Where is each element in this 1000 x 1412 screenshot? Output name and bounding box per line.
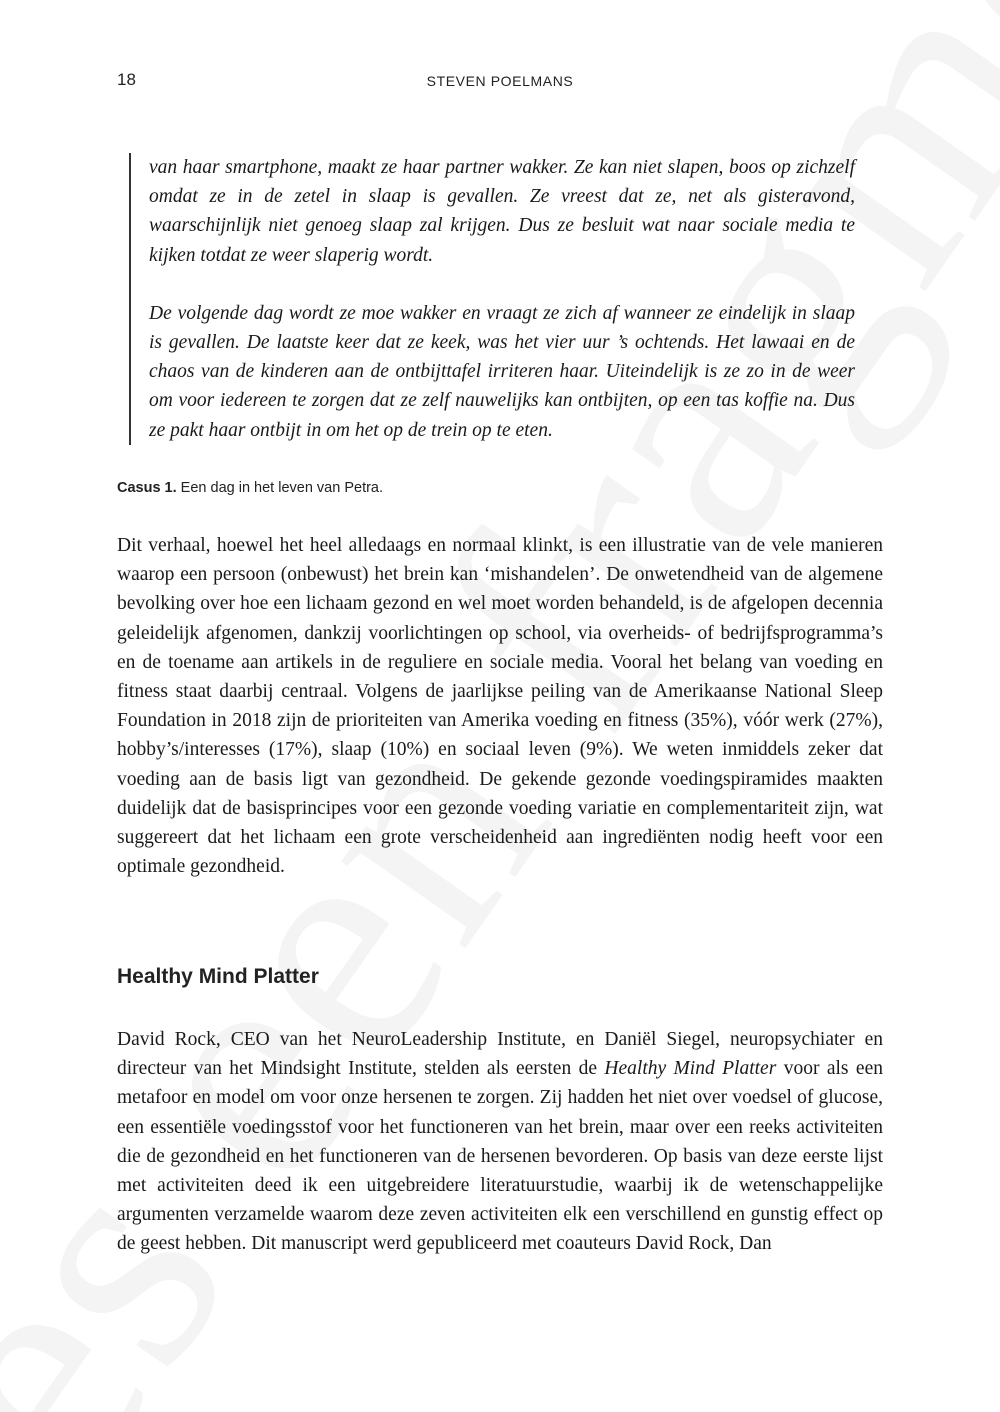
case-paragraph-2: De volgende dag wordt ze moe wakker en vraagt ze zich af wanneer ze eindelijk in slaap is gevallen. De laatste keer dat ze keek, was het vier uur ’s ochtends. Het lawaai en de chaos van de kinderen aan de ontbijttafel irriteren haar. Uiteindelijk is ze zo in de weer om voor iedereen te zorgen dat ze zelf nauwelijks kan ontbijten, op een tas koffie na. Dus ze pakt haar ontbijt in om het op de trein op te eten.: [149, 302, 855, 441]
body-paragraph-1: Dit verhaal, hoewel het heel alledaags en normaal klinkt, is een illustratie van de vele manieren waarop een persoon (onbewust) het brein kan ‘mishandelen’. De onwetendheid van de algemene bevolking over hoe een lichaam gezond en wel moet worden behandeld, is de afgelopen decennia geleidelijk afgenomen, dankzij voorlichtingen op school, via overheids- of bedrijfsprogramma’s en de toename aan artikels in de reguliere en sociale media. Vooral het belang van voeding en fitness staat daarbij centraal. Volgens de jaarlijkse peiling van de Amerikaanse National Sleep Foundation in 2018 zijn de prioriteiten van Amerika voeding en fitness (35%), vóór werk (27%), hobby’s/interesses (17%), slaap (10%) en sociaal leven (9%). We weten inmiddels zeker dat voeding aan de basis ligt van gezondheid. De gekende gezonde voedingspiramides maakten duidelijk dat de basisprincipes voor een gezonde voeding variatie en complementariteit zijn, wat suggereert dat het lichaam een grote verscheidenheid aan ingrediënten nodig heeft voor een optimale gezondheid.: [117, 535, 883, 878]
case-caption: [117, 480, 383, 496]
case-paragraph-1: van haar smartphone, maakt ze haar partner wakker. Ze kan niet slapen, boos op zichzelf omdat ze in de zetel in slaap is gevallen. Ze vreest dat ze, net als gisteravond, waarschijnlijk niet genoeg slaap zal krijgen. Dus ze besluit wat naar sociale media te kijken totdat ze weer slaperig wordt.: [149, 157, 855, 266]
case-quote-box: [129, 153, 855, 445]
caption-text: Een dag in het leven van Petra.: [176, 480, 384, 496]
running-header-author: STEVEN POELMANS: [426, 73, 574, 89]
body-paragraph-2: [117, 1025, 883, 1259]
page-number: 18: [117, 70, 136, 89]
paragraph-2-italic-title: Healthy Mind Platter: [604, 1058, 777, 1080]
caption-label: Casus 1.: [117, 480, 177, 496]
paragraph-2-part-1: David Rock, CEO van het NeuroLeadership Institute, en Daniël Siegel, neuropsychiater en directeur van het Mindsight Institute, stelden als eersten de: [117, 1029, 883, 1080]
paragraph-2-part-2: voor als een metafoor en model om voor onze hersenen te zorgen. Zij hadden het niet over voedsel of glucose, een essentiële voedingsstof voor het functioneren van het brein, maar over een reeks activiteiten die de gezondheid en het functioneren van de hersenen bevorderen. Op basis van deze eerste lijst met activiteiten deed ik een uitgebreidere literatuurstudie, waarbij ik de wetenschappelijke argumenten verzamelde waarom deze zeven activiteiten elk een verschillend en gunstig effect op de geest hebben. Dit manuscript werd gepubliceerd met coauteurs David Rock, Dan: [117, 1058, 883, 1255]
section-heading: Healthy Mind Platter: [117, 965, 319, 988]
